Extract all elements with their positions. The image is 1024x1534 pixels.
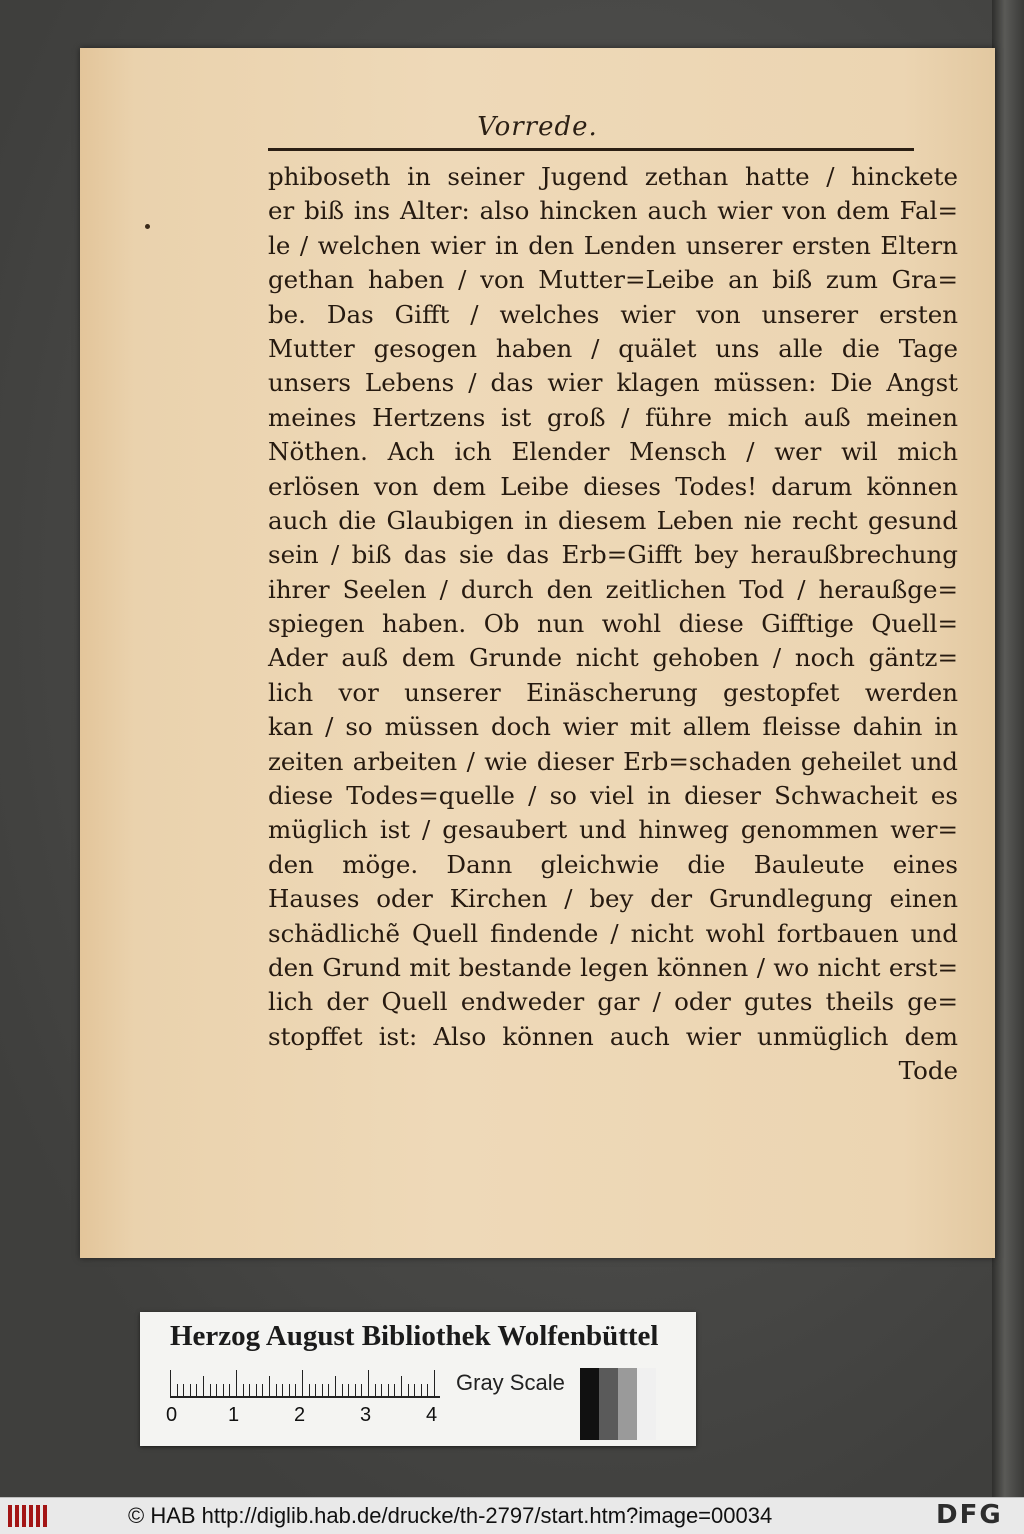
color-target-card (140, 1312, 696, 1446)
ruler-tick (421, 1384, 422, 1396)
dfg-logo: DFG (936, 1500, 1003, 1530)
gray-swatch-step (580, 1368, 599, 1440)
text-line: kan / so müssen doch wier mit allem fleisse dahin in (268, 712, 958, 742)
hab-logo-bar (36, 1505, 40, 1527)
text-line: le / welchen wier in den Lenden unserer ersten Eltern (268, 230, 958, 260)
ruler-tick (295, 1384, 296, 1396)
gray-swatch-step (599, 1368, 618, 1440)
ruler-tick (342, 1384, 343, 1396)
ruler-tick (394, 1384, 395, 1396)
ruler-tick (243, 1384, 244, 1396)
text-line: lich der Quell endweder gar / oder gutes theils ge= (268, 987, 958, 1017)
hab-logo-bar (22, 1505, 26, 1527)
ruler-tick (355, 1384, 356, 1396)
text-line: den Grund mit bestande legen können / wo nicht erst= (268, 952, 958, 982)
ruler-tick (335, 1376, 336, 1396)
ruler-tick (434, 1370, 435, 1396)
text-line: spiegen haben. Ob nun wohl diese Gifftige Quell= (268, 609, 958, 639)
ruler-tick (302, 1370, 303, 1396)
ruler-tick (229, 1384, 230, 1396)
ruler-tick (256, 1384, 257, 1396)
gray-swatch-step (618, 1368, 637, 1440)
ruler-tick (196, 1384, 197, 1396)
hab-logo-bar (43, 1505, 47, 1527)
text-line: Ader auß dem Grunde nicht gehoben / noch gäntz= (268, 643, 958, 673)
text-line: schädlichẽ Quell findende / nicht wohl fortbauen und (268, 918, 958, 948)
text-line: meines Hertzens ist groß / führe mich auß meinen (268, 402, 958, 432)
text-line: be. Das Gifft / welches wier von unserer ersten (268, 299, 958, 329)
ruler-tick (190, 1384, 191, 1396)
gray-scale-swatch (580, 1368, 656, 1440)
hab-logo-bar (29, 1505, 33, 1527)
ruler-tick (322, 1384, 323, 1396)
ruler-tick (315, 1384, 316, 1396)
ruler-tick (282, 1384, 283, 1396)
ruler-tick (269, 1376, 270, 1396)
text-line: Tode (898, 1056, 958, 1086)
book-edge (992, 0, 1024, 1497)
scale-number: 1 (228, 1404, 240, 1426)
text-line: Hauses oder Kirchen / bey der Grundlegung einen (268, 884, 958, 914)
text-line: müglich ist / gesaubert und hinweg genommen wer= (268, 815, 958, 845)
text-line: gethan haben / von Mutter=Leibe an biß zum Gra= (268, 265, 958, 295)
ruler-tick (223, 1384, 224, 1396)
ruler-tick (177, 1384, 178, 1396)
ruler-tick (408, 1384, 409, 1396)
ruler-tick (368, 1370, 369, 1396)
ruler-tick (236, 1370, 237, 1396)
ruler-tick (183, 1384, 184, 1396)
running-head: Vorrede. (477, 112, 598, 142)
ink-speck (145, 224, 150, 229)
gray-scale-label: Gray Scale (456, 1370, 565, 1395)
library-name: Herzog August Bibliothek Wolfenbüttel (170, 1320, 659, 1352)
ruler-tick (262, 1384, 263, 1396)
hab-logo-icon (8, 1505, 47, 1527)
ruler-tick (216, 1384, 217, 1396)
text-line: erlösen von dem Leibe dieses Todes! darum können (268, 471, 958, 501)
copyright-link[interactable]: © HAB http://diglib.hab.de/drucke/th-2797/start.htm?image=00034 (128, 1503, 773, 1528)
text-line: diese Todes=quelle / so viel in dieser Schwacheit es (268, 781, 958, 811)
scale-number: 3 (360, 1404, 372, 1426)
hab-logo-bar (8, 1505, 12, 1527)
scale-number: 4 (426, 1404, 438, 1426)
text-line: auch die Glaubigen in diesem Leben nie recht gesund (268, 505, 958, 535)
ruler-tick (328, 1384, 329, 1396)
text-line: er biß ins Alter: also hincken auch wier von dem Fal= (268, 196, 958, 226)
text-line: phiboseth in seiner Jugend zethan hatte / hinckete (268, 162, 958, 191)
ruler-tick (348, 1384, 349, 1396)
ruler-tick (276, 1384, 277, 1396)
text-line: unsers Lebens / das wier klagen müssen: Die Angst (268, 368, 958, 398)
hab-logo-bar (15, 1505, 19, 1527)
text-line: Nöthen. Ach ich Elender Mensch / wer wil mich (268, 437, 958, 467)
ruler-tick (388, 1384, 389, 1396)
gray-swatch-step (637, 1368, 656, 1440)
ruler-tick (381, 1384, 382, 1396)
text-line: sein / biß das sie das Erb=Gifft bey heraußbrechung (268, 540, 958, 570)
ruler-tick (361, 1384, 362, 1396)
ruler-tick (401, 1376, 402, 1396)
book-page (80, 48, 995, 1258)
ruler-tick (309, 1384, 310, 1396)
ruler-baseline (170, 1396, 440, 1398)
ruler-tick (203, 1376, 204, 1396)
scale-number: 0 (166, 1404, 178, 1426)
text-block (268, 160, 958, 1089)
text-line: stopffet ist: Also können auch wier unmüglich dem (268, 1021, 958, 1051)
ruler-tick (375, 1384, 376, 1396)
ruler-tick (170, 1370, 171, 1396)
ruler-tick (414, 1384, 415, 1396)
ruler-tick (289, 1384, 290, 1396)
text-line: zeiten arbeiten / wie dieser Erb=schaden geheilet und (268, 746, 958, 776)
text-line: Mutter gesogen haben / quälet uns alle die Tage (268, 333, 958, 363)
head-rule (268, 148, 914, 151)
text-line: ihrer Seelen / durch den zeitlichen Tod / heraußge= (268, 574, 958, 604)
scale-number: 2 (294, 1404, 306, 1426)
ruler-tick (427, 1384, 428, 1396)
ruler-tick (210, 1384, 211, 1396)
viewer-footer (0, 1497, 1024, 1534)
text-line: lich vor unserer Einäscherung gestopfet werden (268, 677, 958, 707)
text-line: den möge. Dann gleichwie die Bauleute eines (268, 849, 958, 879)
ruler-tick (249, 1384, 250, 1396)
